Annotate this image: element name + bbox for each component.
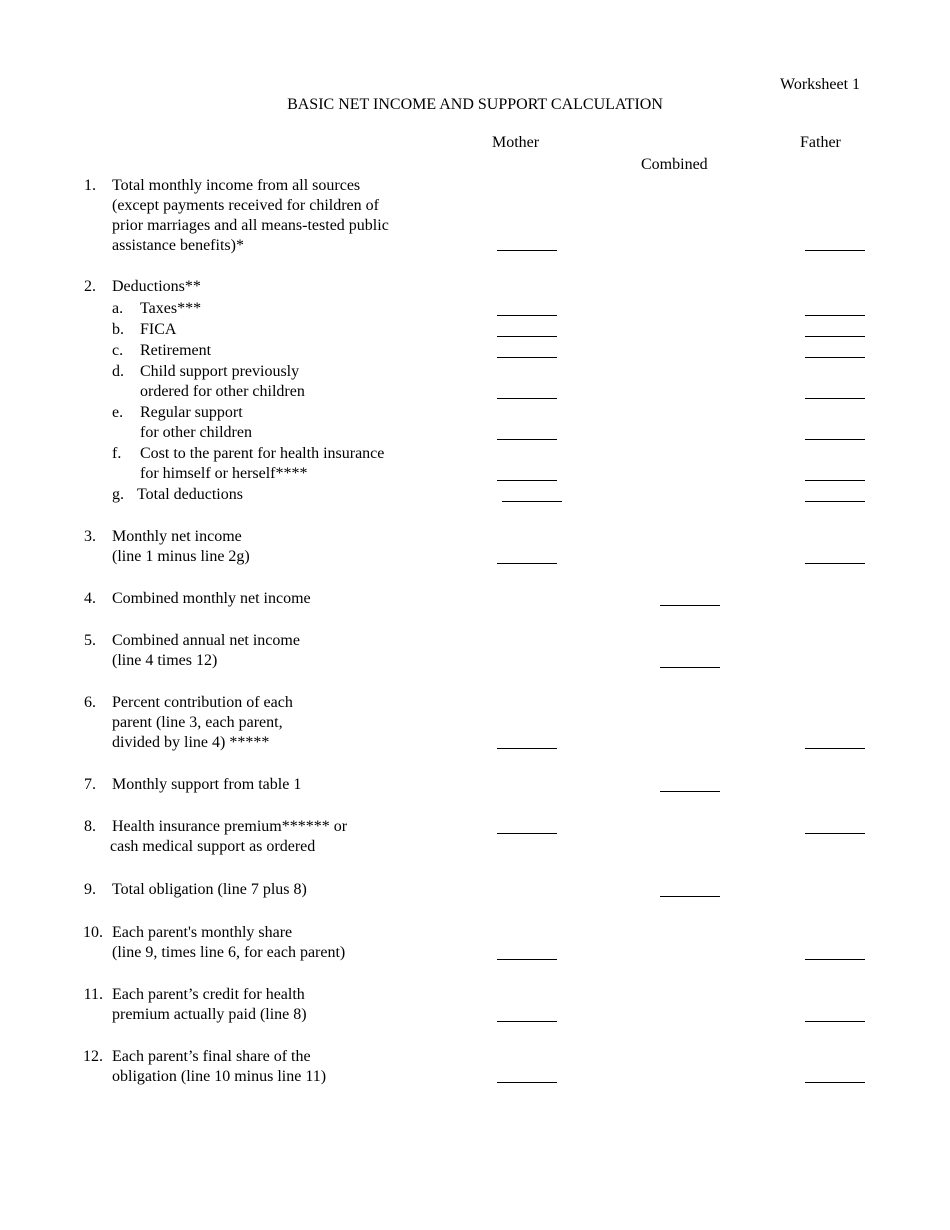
line-2d-mother-field[interactable]: [497, 398, 557, 399]
line-8-father-field[interactable]: [805, 833, 865, 834]
line-11-mother-field[interactable]: [497, 1021, 557, 1022]
line-number: 12.: [83, 1048, 103, 1065]
page-title: BASIC NET INCOME AND SUPPORT CALCULATION: [287, 96, 663, 113]
line-2f-mother-field[interactable]: [497, 480, 557, 481]
deduction-letter: c.: [112, 342, 124, 359]
line-2c-mother-field[interactable]: [497, 357, 557, 358]
deduction-letter: g.: [112, 486, 124, 503]
line-2b-father-field[interactable]: [805, 336, 865, 337]
line-number: 10.: [83, 924, 103, 941]
line-6-mother-field[interactable]: [497, 748, 557, 749]
line-2g-mother-field[interactable]: [502, 501, 562, 502]
line-2a-mother-field[interactable]: [497, 315, 557, 316]
line-1-mother-field[interactable]: [497, 250, 557, 251]
line-2f-father-field[interactable]: [805, 480, 865, 481]
deduction-letter: d.: [112, 363, 124, 380]
line-number: 2.: [84, 278, 96, 295]
line-4-text: Combined monthly net income: [112, 590, 311, 607]
deduction-letter: a.: [112, 300, 124, 317]
line-5-text: Combined annual net income (line 4 times 12): [112, 632, 300, 669]
line-10-text: Each parent's monthly share (line 9, times line 6, for each parent): [112, 924, 346, 961]
line-number: 3.: [84, 528, 96, 545]
line-number: 8.: [84, 818, 96, 835]
line-7-text: Monthly support from table 1: [112, 776, 302, 793]
deduction-letter: e.: [112, 404, 124, 421]
line-9-text: Total obligation (line 7 plus 8): [112, 881, 307, 898]
line-2d-father-field[interactable]: [805, 398, 865, 399]
deduction-a-text: Taxes***: [140, 300, 202, 317]
worksheet-label: Worksheet 1: [780, 76, 861, 93]
line-10-father-field[interactable]: [805, 959, 865, 960]
line-2a-father-field[interactable]: [805, 315, 865, 316]
line-6-text: Percent contribution of each parent (line 3, each parent, divided by line 4) *****: [112, 694, 293, 751]
deduction-b-text: FICA: [140, 321, 177, 338]
line-2b-mother-field[interactable]: [497, 336, 557, 337]
line-5-combined-field[interactable]: [660, 667, 720, 668]
line-number: 9.: [84, 881, 96, 898]
line-2-text: Deductions**: [112, 278, 201, 295]
line-4-combined-field[interactable]: [660, 605, 720, 606]
line-9-combined-field[interactable]: [660, 896, 720, 897]
line-3-mother-field[interactable]: [497, 563, 557, 564]
line-8-text: Health insurance premium****** or cash medical support as ordered: [110, 818, 348, 855]
line-2e-mother-field[interactable]: [497, 439, 557, 440]
line-12-text: Each parent’s final share of the obligation (line 10 minus line 11): [112, 1048, 327, 1085]
line-number: 7.: [84, 776, 96, 793]
line-11-text: Each parent’s credit for health premium actually paid (line 8): [112, 986, 307, 1023]
deduction-c-text: Retirement: [140, 342, 212, 359]
line-7-combined-field[interactable]: [660, 791, 720, 792]
line-6-father-field[interactable]: [805, 748, 865, 749]
line-12-father-field[interactable]: [805, 1082, 865, 1083]
column-header-combined: Combined: [641, 156, 708, 173]
deduction-d-text: Child support previously ordered for other children: [140, 363, 305, 400]
line-2c-father-field[interactable]: [805, 357, 865, 358]
line-number: 6.: [84, 694, 96, 711]
column-header-mother: Mother: [492, 134, 540, 151]
line-3-text: Monthly net income (line 1 minus line 2g): [112, 528, 250, 565]
line-12-mother-field[interactable]: [497, 1082, 557, 1083]
line-11-father-field[interactable]: [805, 1021, 865, 1022]
line-1-text: Total monthly income from all sources (except payments received for children of prior marriages and all means-tested public assistance benefits)*: [112, 177, 389, 254]
column-header-father: Father: [800, 134, 841, 151]
deduction-e-text: Regular support for other children: [140, 404, 252, 441]
line-2e-father-field[interactable]: [805, 439, 865, 440]
line-10-mother-field[interactable]: [497, 959, 557, 960]
deduction-letter: f.: [112, 445, 122, 462]
line-number: 11.: [83, 986, 103, 1003]
line-number: 5.: [84, 632, 96, 649]
deduction-f-text: Cost to the parent for health insurance for himself or herself****: [140, 445, 385, 482]
line-8-mother-field[interactable]: [497, 833, 557, 834]
line-1-father-field[interactable]: [805, 250, 865, 251]
line-2g-father-field[interactable]: [805, 501, 865, 502]
line-number: 1.: [84, 177, 96, 194]
deduction-letter: b.: [112, 321, 124, 338]
line-3-father-field[interactable]: [805, 563, 865, 564]
deduction-g-text: Total deductions: [137, 486, 243, 503]
line-number: 4.: [84, 590, 96, 607]
